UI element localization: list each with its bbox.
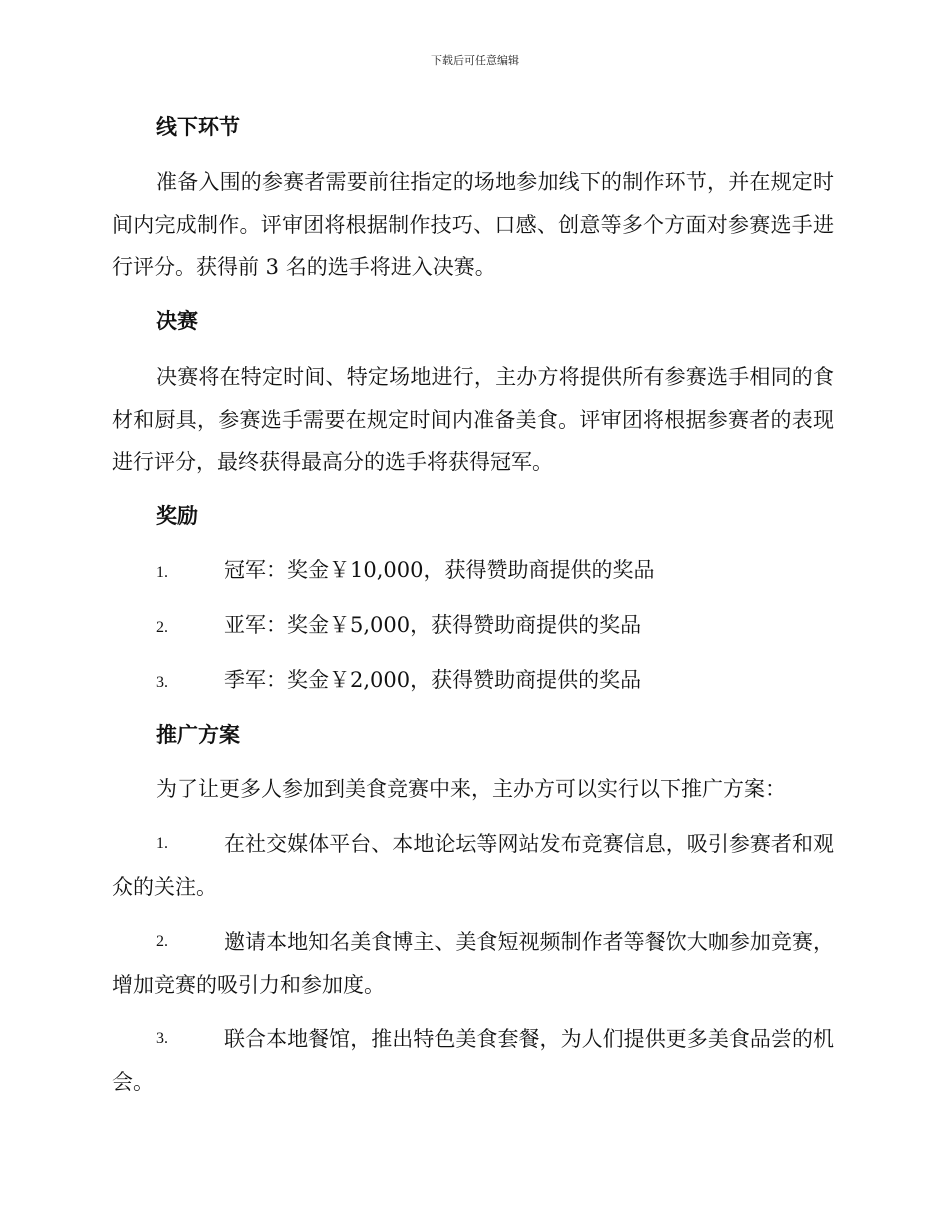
list-item-text: 亚军：奖金￥5,000，获得赞助商提供的奖品 bbox=[224, 613, 642, 637]
list-number: 3. bbox=[156, 1030, 168, 1047]
list-number: 1. bbox=[156, 564, 168, 581]
section-heading-final: 决赛 bbox=[156, 309, 198, 333]
promotion-item bbox=[112, 823, 834, 908]
list-item-text: 邀请本地知名美食博主、美食短视频制作者等餐饮大咖参加竞赛，增加竞赛的吸引力和参加度。 bbox=[112, 930, 834, 997]
list-item-text: 在社交媒体平台、本地论坛等网站发布竞赛信息，吸引参赛者和观众的关注。 bbox=[112, 832, 834, 899]
section-heading-offline: 线下环节 bbox=[156, 115, 240, 139]
section-intro-promotion: 为了让更多人参加到美食竞赛中来，主办方可以实行以下推广方案： bbox=[156, 777, 786, 801]
list-item-text: 联合本地餐馆，推出特色美食套餐，为人们提供更多美食品尝的机会。 bbox=[112, 1027, 834, 1094]
page-header: 下载后可任意编辑 bbox=[431, 54, 519, 67]
list-number: 3. bbox=[156, 674, 168, 691]
list-item-text: 冠军：奖金￥10,000，获得赞助商提供的奖品 bbox=[224, 558, 655, 582]
list-number: 2. bbox=[156, 933, 168, 950]
promotion-item bbox=[112, 1018, 834, 1103]
list-item-text: 季军：奖金￥2,000，获得赞助商提供的奖品 bbox=[224, 668, 642, 692]
list-number: 1. bbox=[156, 835, 168, 852]
section-paragraph-offline: 准备入围的参赛者需要前往指定的场地参加线下的制作环节，并在规定时间内完成制作。评审团将根据制作技巧、口感、创意等多个方面对参赛选手进行评分。获得前 3 名的选手将进入决赛。 bbox=[112, 170, 834, 279]
list-number: 2. bbox=[156, 619, 168, 636]
section-heading-promotion: 推广方案 bbox=[156, 723, 240, 747]
promotion-item bbox=[112, 921, 834, 1006]
section-heading-rewards: 奖励 bbox=[156, 504, 198, 528]
section-paragraph-final: 决赛将在特定时间、特定场地进行，主办方将提供所有参赛选手相同的食材和厨具，参赛选手需要在规定时间内准备美食。评审团将根据参赛者的表现进行评分，最终获得最高分的选手将获得冠军。 bbox=[112, 365, 834, 474]
reward-item bbox=[112, 549, 834, 595]
reward-item bbox=[112, 659, 834, 705]
reward-item bbox=[112, 604, 834, 650]
